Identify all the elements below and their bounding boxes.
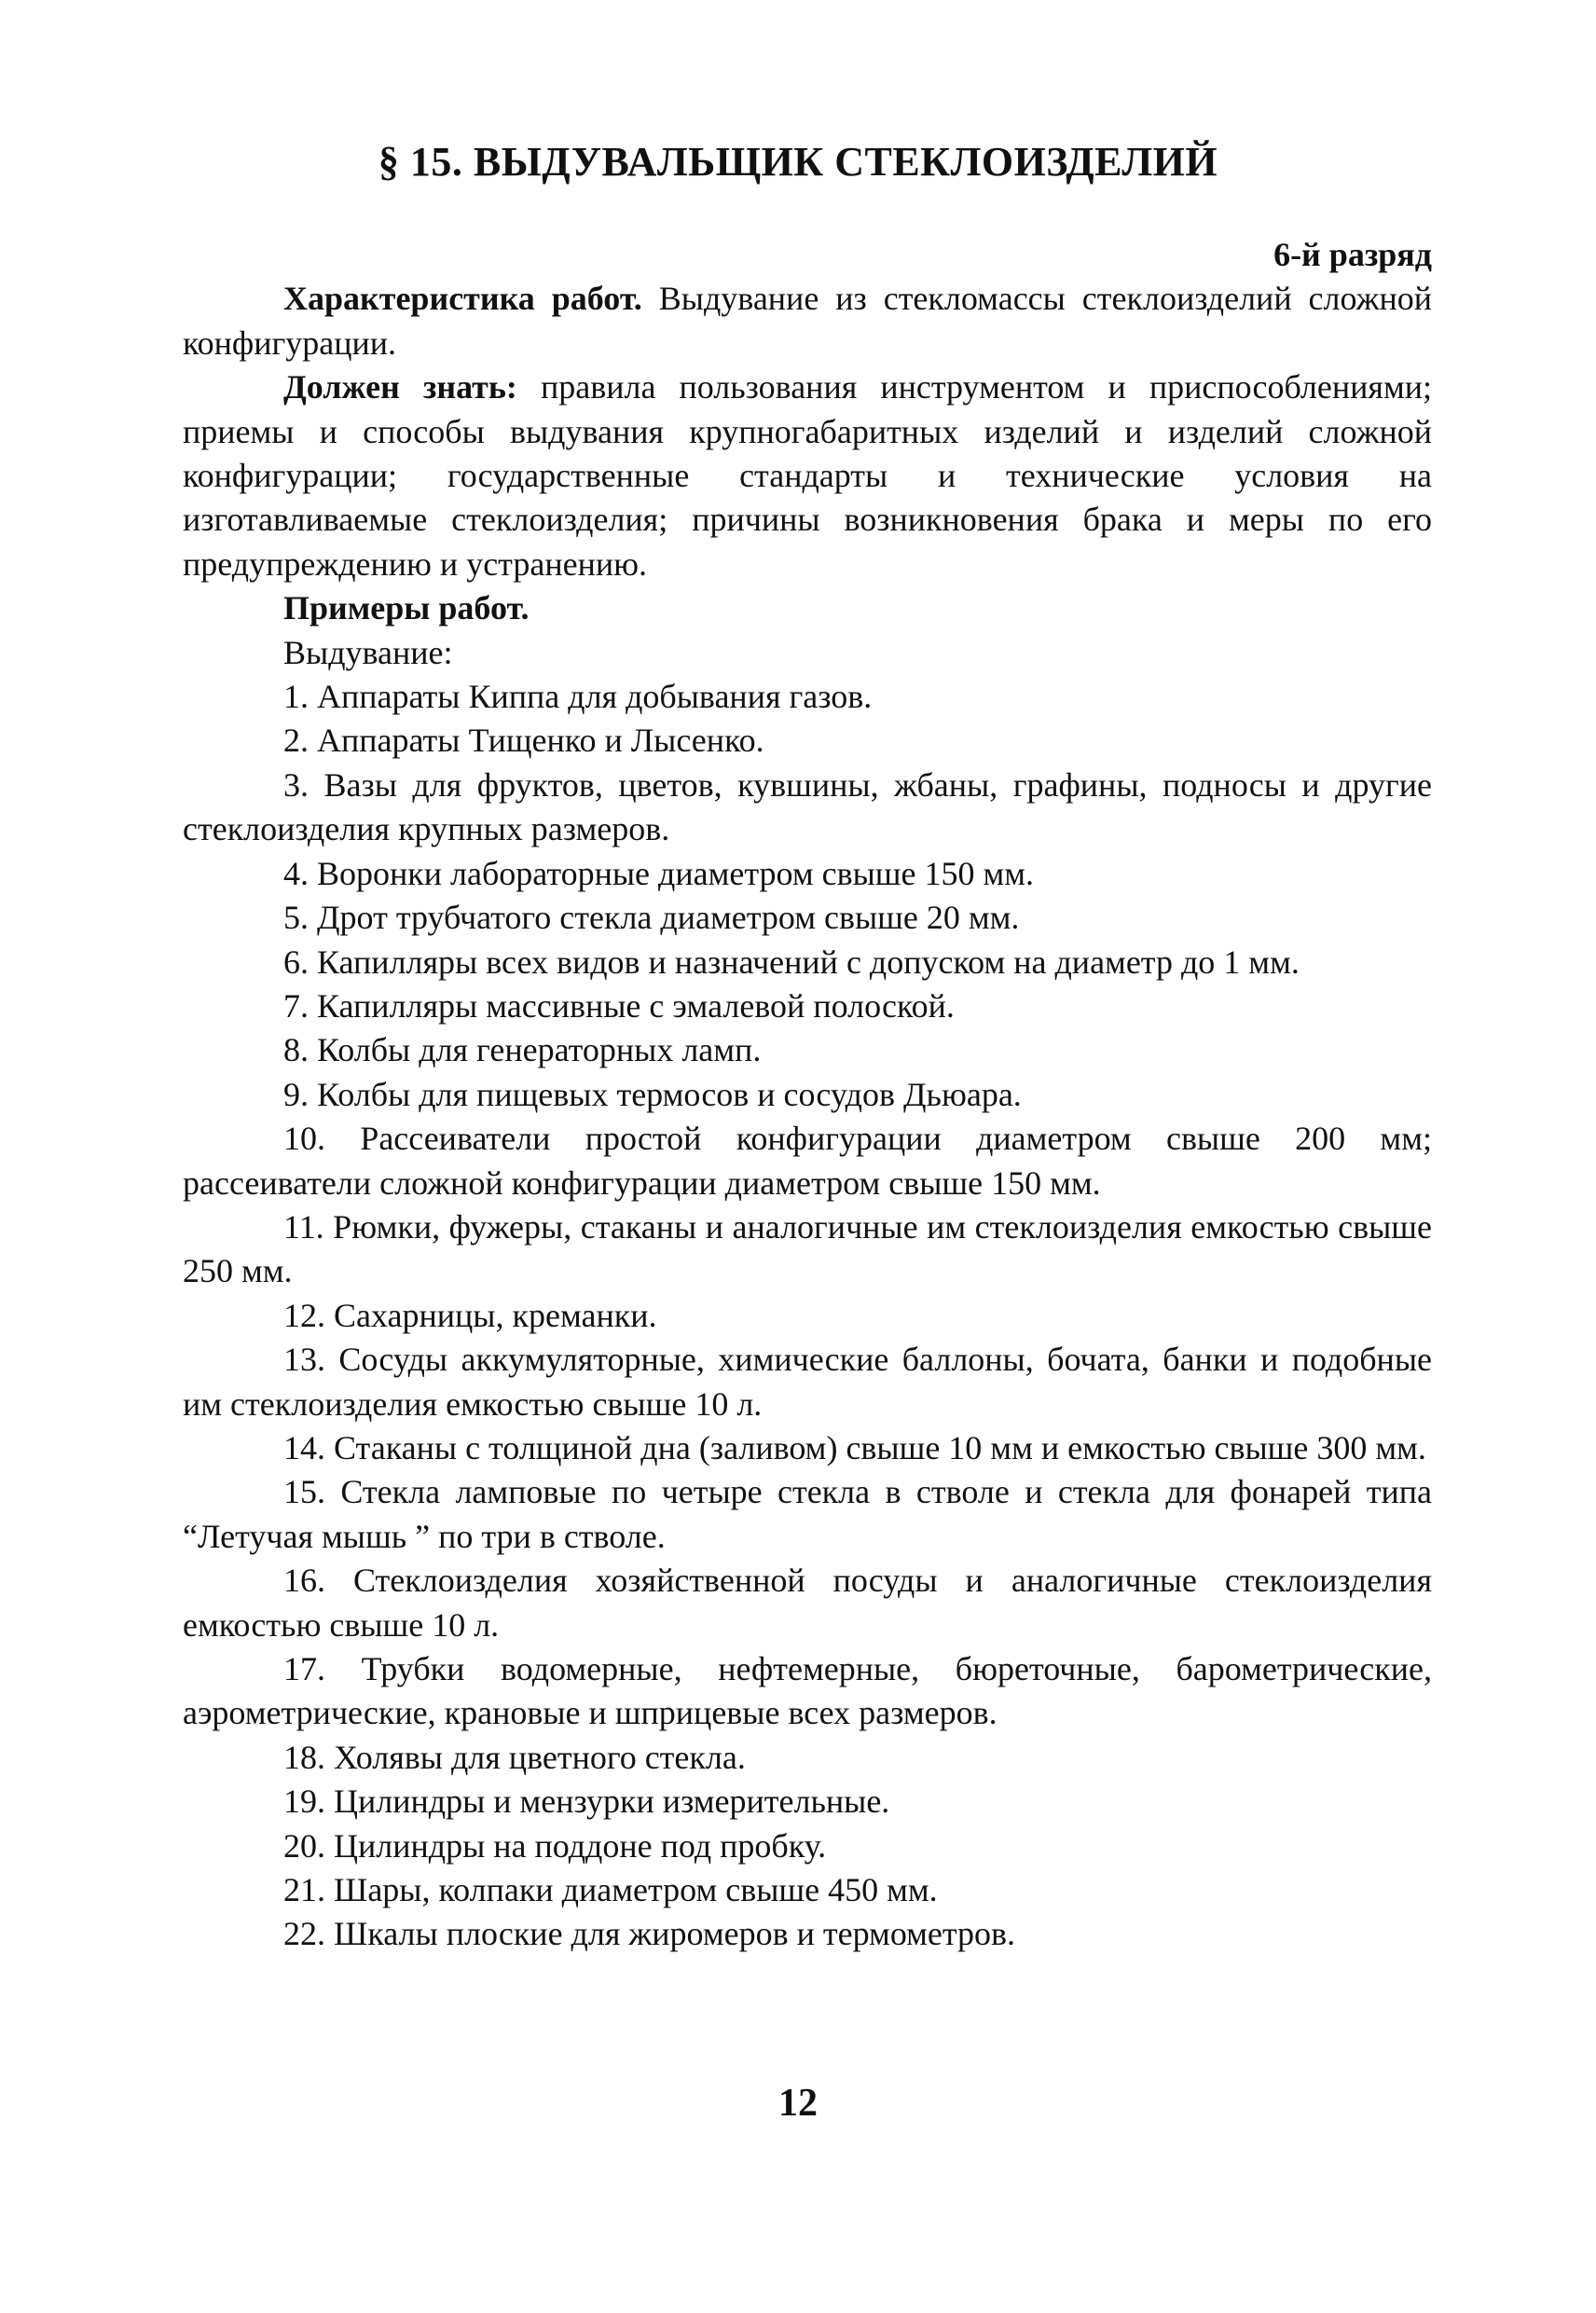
list-item: 4. Воронки лабораторные диаметром свыше 150 мм. (283, 854, 1035, 892)
characteristics-label: Характеристика работ. (283, 280, 642, 318)
must-know-text: правила пользования инструментом и приспособлениями; приемы и способы выдувания крупногабаритных изделий и изделий сложной конфигурации; государственные стандарты и технические условия на изготавливаемые стеклоизделия; причины возникновения брака и меры по его предупреждению и устранению. (183, 368, 1433, 583)
list-item: 10. Рассеиватели простой конфигурации диаметром свыше 200 мм; рассеиватели сложной конфигурации диаметром свыше 150 мм. (183, 1120, 1432, 1202)
must-know-paragraph (183, 365, 1432, 586)
examples-heading: Примеры работ. (283, 589, 530, 627)
examples-intro: Выдувание: (283, 633, 453, 671)
list-item: 12. Сахарницы, креманки. (283, 1296, 657, 1334)
list-item: 9. Колбы для пищевых термосов и сосудов Дьюара. (283, 1075, 1022, 1113)
grade-heading: 6-й разряд (1273, 236, 1432, 273)
list-item: 6. Капилляры всех видов и назначений с допуском на диаметр до 1 мм. (283, 943, 1300, 981)
list-item: 21. Шары, колпаки диаметром свыше 450 мм. (283, 1871, 938, 1909)
list-item: 2. Аппараты Тищенко и Лысенко. (283, 722, 764, 760)
must-know-label: Должен знать: (283, 368, 517, 406)
list-item: 15. Стекла ламповые по четыре стекла в стволе и стекла для фонарей типа “Летучая мышь ” по три в стволе. (183, 1473, 1432, 1555)
list-item: 1. Аппараты Киппа для добывания газов. (283, 678, 873, 716)
list-item: 22. Шкалы плоские для жиромеров и термометров. (283, 1915, 1016, 1953)
document-body (183, 233, 1432, 1957)
list-item: 8. Колбы для генераторных ламп. (283, 1031, 762, 1069)
list-item: 11. Рюмки, фужеры, стаканы и аналогичные им стеклоизделия емкостью свыше 250 мм. (183, 1207, 1432, 1290)
list-item: 17. Трубки водомерные, нефтемерные, бюреточные, барометрические, аэрометрические, крановые и шприцевые всех размеров. (183, 1650, 1432, 1732)
list-item: 20. Цилиндры на поддоне под пробку. (283, 1826, 827, 1865)
list-item: 16. Стеклоизделия хозяйственной посуды и аналогичные стеклоизделия емкостью свыше 10 л. (183, 1562, 1432, 1644)
list-item: 5. Дрот трубчатого стекла диаметром свыше 20 мм. (283, 899, 1020, 937)
list-item: 14. Стаканы с толщиной дна (заливом) свыше 10 мм и емкостью свыше 300 мм. (283, 1428, 1426, 1466)
list-item: 19. Цилиндры и мензурки измерительные. (283, 1783, 890, 1821)
section-title: § 15. ВЫДУВАЛЬЩИК СТЕКЛОИЗДЕЛИЙ (378, 139, 1218, 185)
list-item: 13. Сосуды аккумуляторные, химические баллоны, бочата, банки и подобные им стеклоизделия емкостью свыше 10 л. (183, 1341, 1432, 1423)
list-item: 3. Вазы для фруктов, цветов, кувшины, жбаны, графины, подносы и другие стеклоизделия крупных размеров. (183, 765, 1432, 848)
list-item: 7. Капилляры массивные с эмалевой полоской. (283, 986, 955, 1025)
characteristics-paragraph (183, 277, 1432, 365)
list-item: 18. Холявы для цветного стекла. (283, 1738, 746, 1776)
page-number: 12 (778, 2082, 818, 2125)
characteristics-text: Выдувание из стекломассы стеклоизделий сложной конфигурации. (183, 280, 1432, 362)
